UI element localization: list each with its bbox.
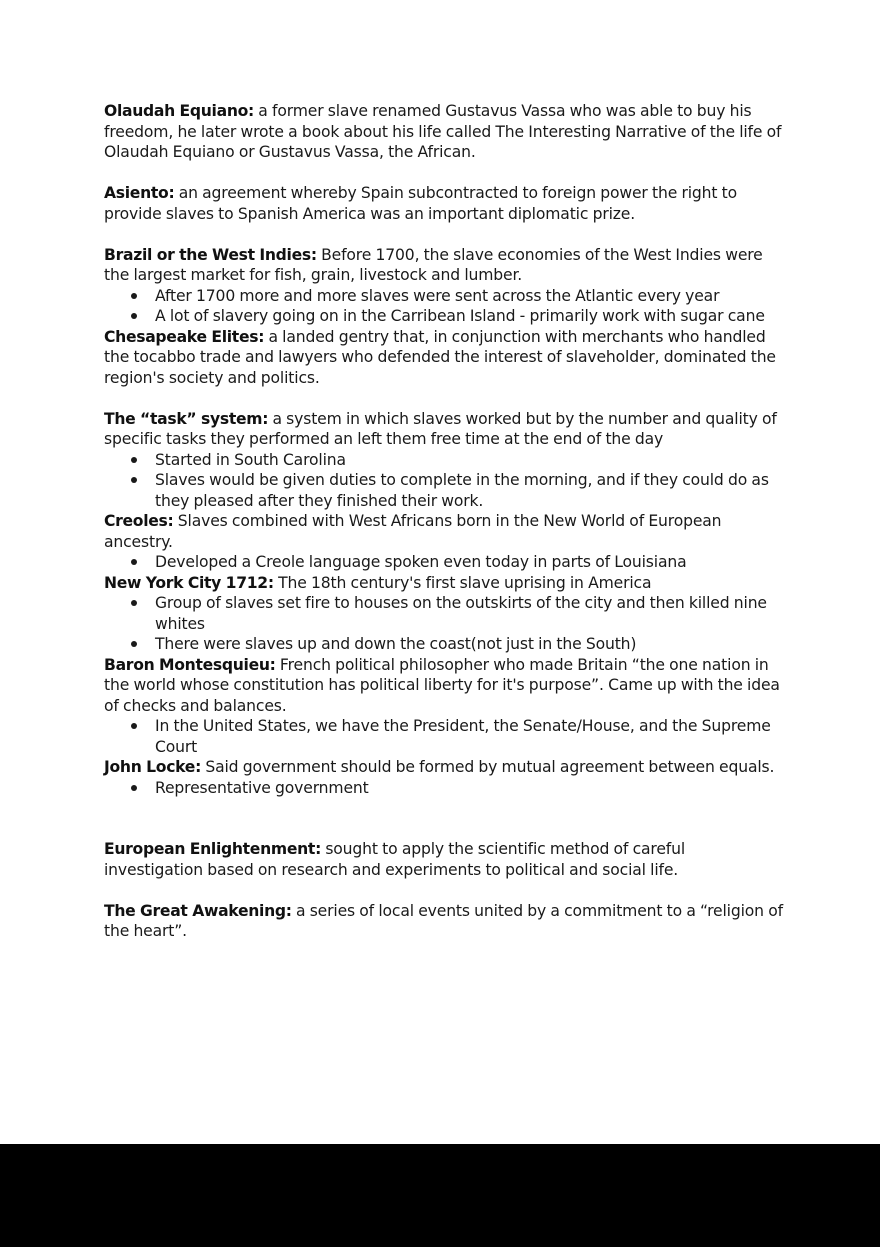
spacer	[104, 798, 784, 839]
definition-text: sought to apply the scientific method of careful investigation based on research and experiments to political and social life.	[104, 840, 686, 879]
entry-european-enlightenment	[104, 839, 784, 880]
bullet-text: Group of slaves set fire to houses on the outskirts of the city and then killed nine whites	[155, 594, 767, 633]
definition-text: an agreement whereby Spain subcontracted to foreign power the right to provide slaves to Spanish America was an important diplomatic prize.	[104, 184, 737, 223]
definition-text: a system in which slaves worked but by the number and quality of specific tasks they performed an left them free time at the end of the day	[104, 409, 777, 448]
bullet-text: Slaves would be given duties to complete in the morning, and if they could do as they pleased after they finished their work.	[155, 471, 769, 510]
definition-text: Before 1700, the slave economies of the West Indies were the largest market for fish, grain, livestock and lumber.	[104, 245, 763, 284]
bullet-list	[104, 593, 784, 655]
definition-text: Slaves combined with West Africans born in the New World of European ancestry.	[104, 512, 722, 551]
entry-baron-montesquieu	[104, 655, 784, 717]
term-label: Olaudah Equiano:	[104, 102, 254, 120]
list-item	[155, 450, 784, 471]
bullet-text: Representative government	[155, 778, 369, 797]
entry-olaudah-equiano	[104, 101, 784, 163]
entry-new-york-city-1712	[104, 573, 784, 594]
spacer	[104, 163, 784, 184]
list-item	[155, 778, 784, 799]
list-item	[155, 634, 784, 655]
bullet-icon	[131, 313, 137, 319]
entry-john-locke	[104, 757, 784, 778]
list-item	[155, 306, 784, 327]
bullet-text: There were slaves up and down the coast(not just in the South)	[155, 635, 637, 653]
list-item	[155, 593, 784, 634]
list-item	[155, 286, 784, 307]
bullet-list	[104, 552, 784, 573]
entry-brazil-west-indies	[104, 245, 784, 286]
term-label: Baron Montesquieu:	[104, 655, 276, 674]
term-label: The “task” system:	[104, 409, 269, 428]
definition-text: a landed gentry that, in conjunction with merchants who handled the tocabbo trade and lawyers who defended the interest of slaveholder, dominated the region's society and politics.	[104, 327, 776, 387]
bullet-list	[104, 716, 784, 757]
bullet-list	[104, 286, 784, 327]
term-label: Brazil or the West Indies:	[104, 245, 317, 264]
bullet-icon	[131, 457, 137, 463]
definition-text: Said government should be formed by mutual agreement between equals.	[201, 758, 775, 776]
bottom-black-bar	[0, 1144, 880, 1247]
bullet-list	[104, 450, 784, 512]
list-item	[155, 470, 784, 511]
term-label: European Enlightenment:	[104, 840, 322, 858]
term-label: John Locke:	[104, 758, 202, 776]
term-label: Chesapeake Elites:	[104, 327, 265, 346]
entry-chesapeake-elites	[104, 327, 784, 389]
term-label: The Great Awakening:	[104, 901, 292, 920]
bullet-icon	[131, 559, 137, 565]
bullet-icon	[131, 723, 137, 729]
term-label: Creoles:	[104, 512, 174, 530]
list-item	[155, 716, 784, 757]
entry-great-awakening	[104, 901, 784, 942]
bullet-text: Started in South Carolina	[155, 450, 346, 469]
definition-text: a series of local events united by a commitment to a “religion of the heart”.	[104, 901, 783, 940]
bullet-text: In the United States, we have the President, the Senate/House, and the Supreme Court	[155, 717, 771, 756]
bullet-text: After 1700 more and more slaves were sent across the Atlantic every year	[155, 286, 720, 305]
bullet-list	[104, 778, 784, 799]
bullet-icon	[131, 477, 137, 483]
list-item	[155, 552, 784, 573]
spacer	[104, 880, 784, 901]
document-content	[104, 101, 784, 942]
definition-text: The 18th century's first slave uprising in America	[273, 573, 652, 592]
bullet-icon	[131, 641, 137, 647]
definition-text: French political philosopher who made Britain “the one nation in the world whose constitution has political liberty for it's purpose”. Came up with the idea of checks and balances.	[104, 655, 780, 715]
bullet-icon	[131, 600, 137, 606]
entry-task-system	[104, 409, 784, 450]
spacer	[104, 224, 784, 245]
term-label: New York City 1712:	[104, 573, 274, 592]
definition-text: a former slave renamed Gustavus Vassa who was able to buy his freedom, he later wrote a book about his life called The Interesting Narrative of the life of Olaudah Equiano or Gustavus Vassa, the African.	[104, 102, 782, 161]
bullet-icon	[131, 785, 137, 791]
bullet-icon	[131, 293, 137, 299]
entry-creoles	[104, 511, 784, 552]
bullet-text: Developed a Creole language spoken even today in parts of Louisiana	[155, 553, 687, 571]
term-label: Asiento:	[104, 184, 175, 202]
bullet-text: A lot of slavery going on in the Carribean Island - primarily work with sugar cane	[155, 307, 765, 325]
entry-asiento	[104, 183, 784, 224]
spacer	[104, 388, 784, 409]
